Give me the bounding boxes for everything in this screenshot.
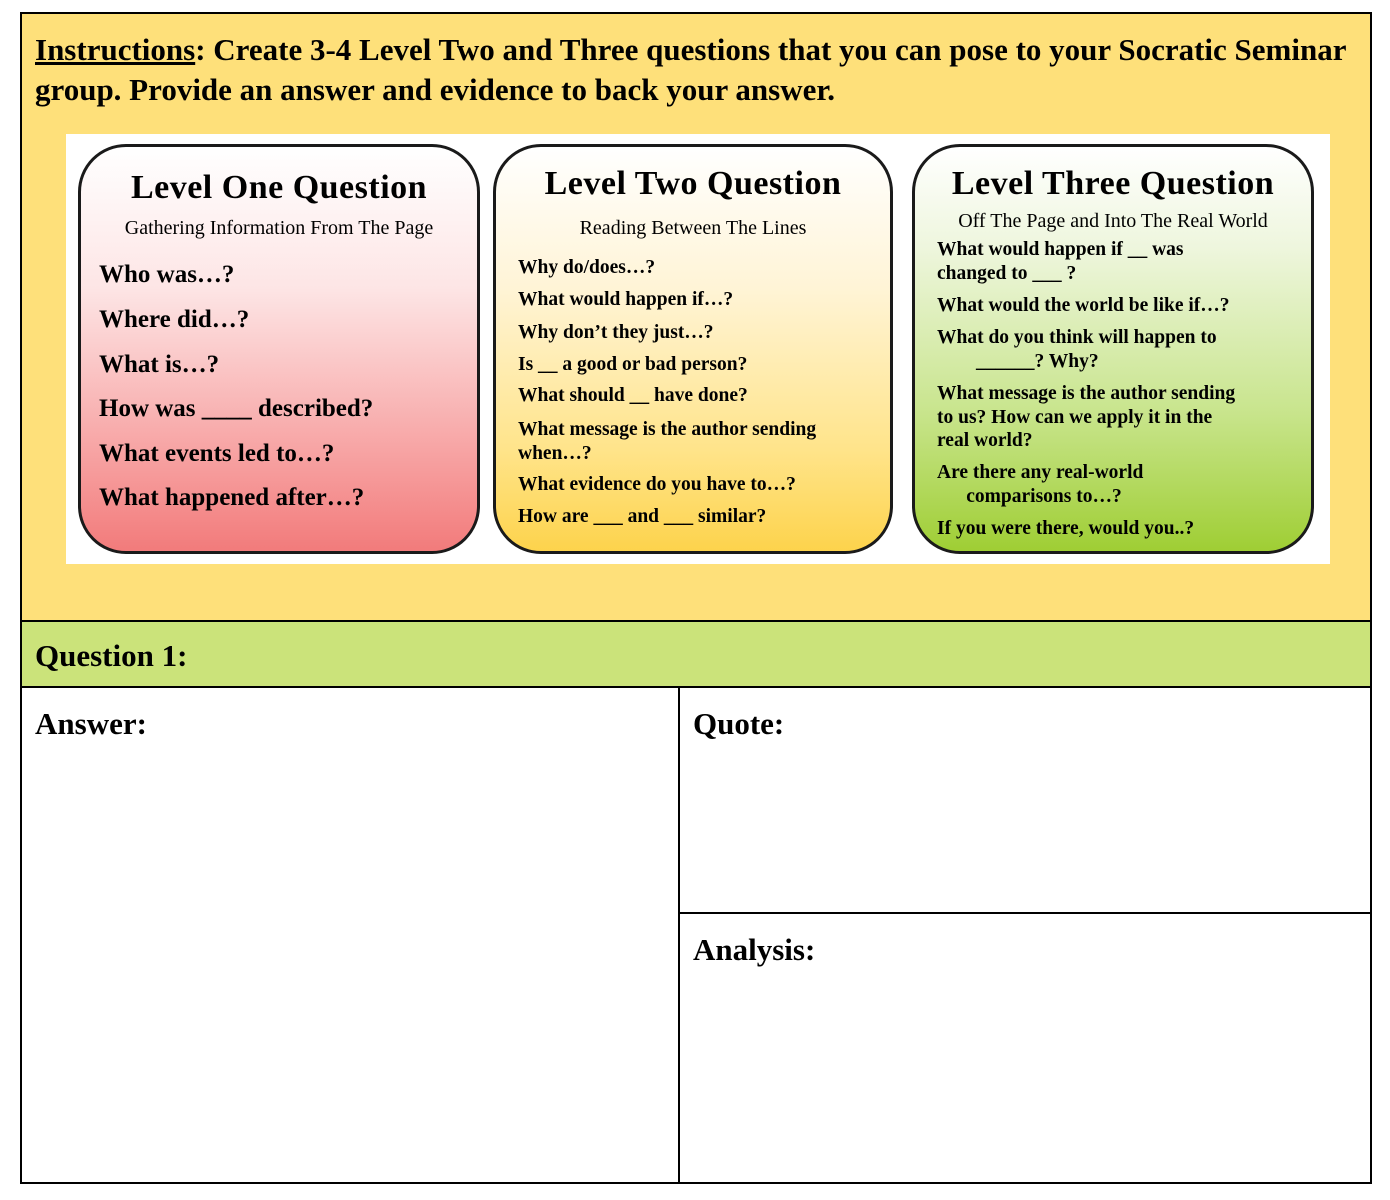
level-three-question: What do you think will happen to ______? Why? bbox=[937, 327, 1217, 372]
level-one-title: Level One Question bbox=[130, 169, 428, 206]
level-one-question: How was ____ described? bbox=[99, 395, 374, 422]
level-two-card bbox=[493, 144, 893, 554]
level-three-question: Are there any real-world comparisons to…? bbox=[937, 462, 1144, 507]
level-two-question: Is __ a good or bad person? bbox=[518, 354, 748, 375]
level-two-question: What evidence do you have to…? bbox=[518, 474, 796, 495]
level-one-subtitle: Gathering Information From The Page bbox=[124, 217, 434, 239]
level-two-question: What message is the author sending when…? bbox=[518, 419, 817, 464]
worksheet-table bbox=[20, 12, 1372, 1184]
level-three-question: What message is the author sending to us? How can we apply it in the real world? bbox=[937, 383, 1236, 451]
level-one-question: What happened after…? bbox=[99, 484, 365, 511]
analysis-label: Analysis: bbox=[693, 932, 816, 967]
instructions-label: Instructions bbox=[35, 32, 196, 67]
level-three-subtitle: Off The Page and Into The Real World bbox=[958, 210, 1268, 232]
level-one-question: What is…? bbox=[99, 351, 220, 378]
level-two-subtitle: Reading Between The Lines bbox=[579, 217, 807, 239]
level-two-question: What should __ have done? bbox=[518, 385, 748, 406]
level-one-question: Who was…? bbox=[99, 261, 235, 288]
level-three-question: What would happen if __ was changed to ___ ? bbox=[937, 239, 1184, 284]
question-row bbox=[22, 622, 1370, 688]
level-two-question: Why do/does…? bbox=[518, 257, 656, 278]
quote-label: Quote: bbox=[693, 706, 785, 741]
question-levels-chart bbox=[66, 134, 1330, 564]
level-two-question: What would happen if…? bbox=[518, 289, 734, 310]
level-three-question: If you were there, would you..? bbox=[937, 518, 1195, 539]
level-two-question: How are ___ and ___ similar? bbox=[518, 506, 767, 527]
level-one-card bbox=[78, 144, 480, 554]
instructions bbox=[35, 30, 1355, 110]
level-one-question: Where did…? bbox=[99, 306, 250, 333]
level-one-question: What events led to…? bbox=[99, 440, 335, 467]
instructions-cell bbox=[22, 14, 1370, 622]
quote-cell[interactable] bbox=[680, 688, 1370, 914]
level-three-card bbox=[912, 144, 1314, 554]
level-two-question: Why don’t they just…? bbox=[518, 322, 714, 343]
answer-label: Answer: bbox=[35, 706, 147, 741]
question-label: Question 1: bbox=[35, 638, 188, 673]
level-two-title: Level Two Question bbox=[544, 165, 842, 202]
instructions-text: : Create 3-4 Level Two and Three questions that you can pose to your Socratic Seminar group. Provide an answer and evidence to back your answer. bbox=[35, 32, 1346, 107]
level-three-question: What would the world be like if…? bbox=[937, 295, 1230, 316]
level-three-title: Level Three Question bbox=[951, 165, 1275, 202]
analysis-cell[interactable] bbox=[680, 914, 1370, 1182]
answer-cell[interactable] bbox=[22, 688, 680, 1182]
